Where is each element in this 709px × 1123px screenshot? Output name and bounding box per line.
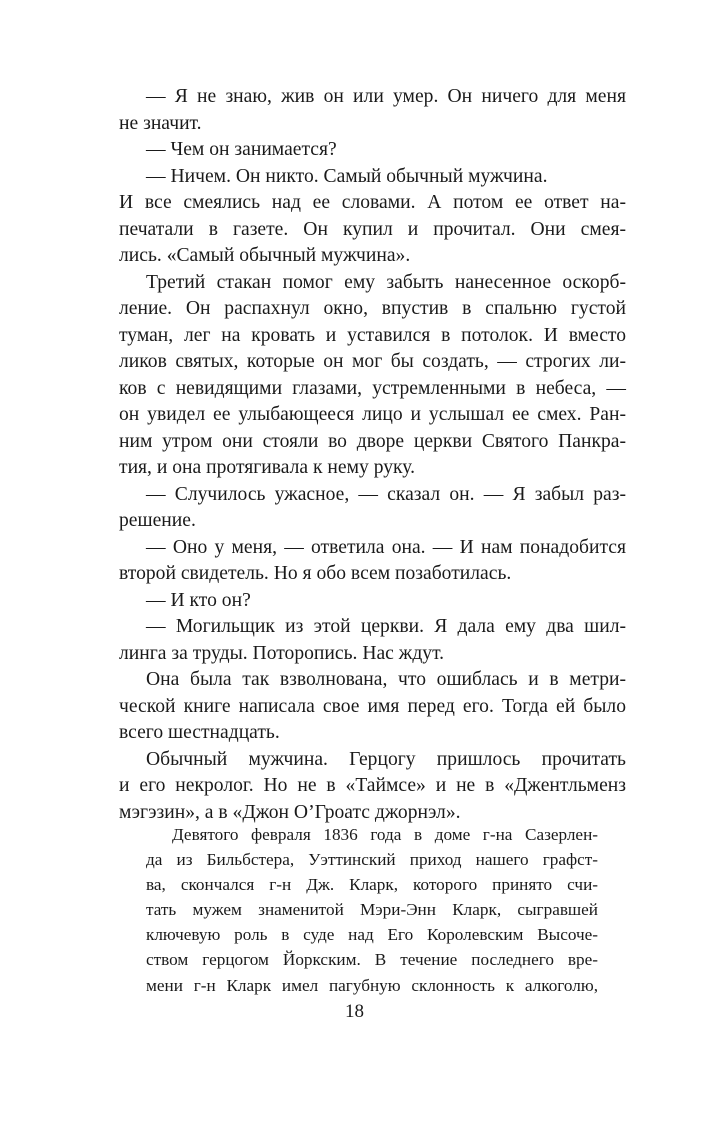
text-line: Обычный мужчина. Герцогу пришлось прочитать	[146, 748, 626, 770]
page-number: 18	[345, 1001, 364, 1022]
text-line: — И кто он?	[146, 589, 251, 611]
text-line: не значит.	[119, 112, 202, 134]
text-line: — Я не знаю, жив он или умер. Он ничего для меня	[146, 86, 626, 107]
text-line: ческой книге написала свое имя перед его. Тогда ей было	[119, 695, 626, 717]
quote-line: ва, скончался г-н Дж. Кларк, которого принято счи-	[146, 875, 598, 895]
quote-line: ключевую роль в суде над Его Королевским Высоче-	[146, 925, 598, 945]
text-line: он увидел ее улыбающееся лицо и услышал ее смех. Ран-	[119, 404, 626, 425]
text-line: печатали в газете. Он купил и прочитал. Они смея-	[119, 218, 626, 240]
text-line: ление. Он распахнул окно, впустив в спальню густой	[119, 298, 626, 319]
text-line: ликов святых, которые он мог бы создать, — строгих ли-	[119, 351, 626, 372]
quote-line: ством герцогом Йоркским. В течение последнего вре-	[146, 950, 598, 970]
text-line: И все смеялись над ее словами. А потом ее ответ на-	[119, 192, 626, 213]
text-line: и его некролог. Но не в «Таймсе» и не в «Джентльменз	[119, 775, 626, 796]
text-line: — Случилось ужасное, — сказал он. — Я забыл раз-	[146, 483, 626, 505]
text-line: мэгэзин», а в «Джон О’Гроатс джорнэл».	[119, 801, 461, 823]
text-line: тия, и она протягивала к нему руку.	[119, 457, 416, 478]
text-line: линга за труды. Поторопись. Нас ждут.	[119, 642, 445, 664]
quoted-obituary	[146, 822, 598, 998]
text-line: — Чем он занимается?	[146, 139, 337, 160]
text-line: Третий стакан помог ему забыть нанесенное оскорб-	[146, 271, 626, 293]
text-line: — Могильщик из этой церкви. Я дала ему два шил-	[146, 616, 626, 637]
text-line: ков с невидящими глазами, устремленными в небеса, —	[119, 377, 626, 399]
text-line: решение.	[119, 510, 196, 531]
text-line: — Оно у меня, — ответила она. — И нам понадобится	[146, 536, 626, 558]
text-line: туман, лег на кровать и уставился в потолок. И вместо	[119, 324, 626, 346]
text-line: Она была так взволнована, что ошиблась и в метри-	[146, 669, 626, 690]
text-line: — Ничем. Он никто. Самый обычный мужчина.	[146, 165, 548, 187]
quote-line: мени г-н Кларк имел пагубную склонность к алкоголю,	[146, 975, 598, 995]
text-line: всего шестнадцать.	[119, 722, 280, 743]
quote-line: Девятого февраля 1836 года в доме г-на Сазерлен-	[172, 825, 598, 844]
quote-line: тать мужем знаменитой Мэри-Энн Кларк, сыгравшей	[146, 900, 598, 920]
quote-line: да из Бильбстера, Уэттинский приход нашего графст-	[146, 850, 598, 870]
text-line: лись. «Самый обычный мужчина».	[119, 245, 411, 266]
text-line: второй свидетель. Но я обо всем позаботилась.	[119, 563, 512, 584]
text-line: ним утром они стояли во дворе церкви Святого Панкра-	[119, 430, 626, 452]
main-text	[119, 84, 626, 826]
